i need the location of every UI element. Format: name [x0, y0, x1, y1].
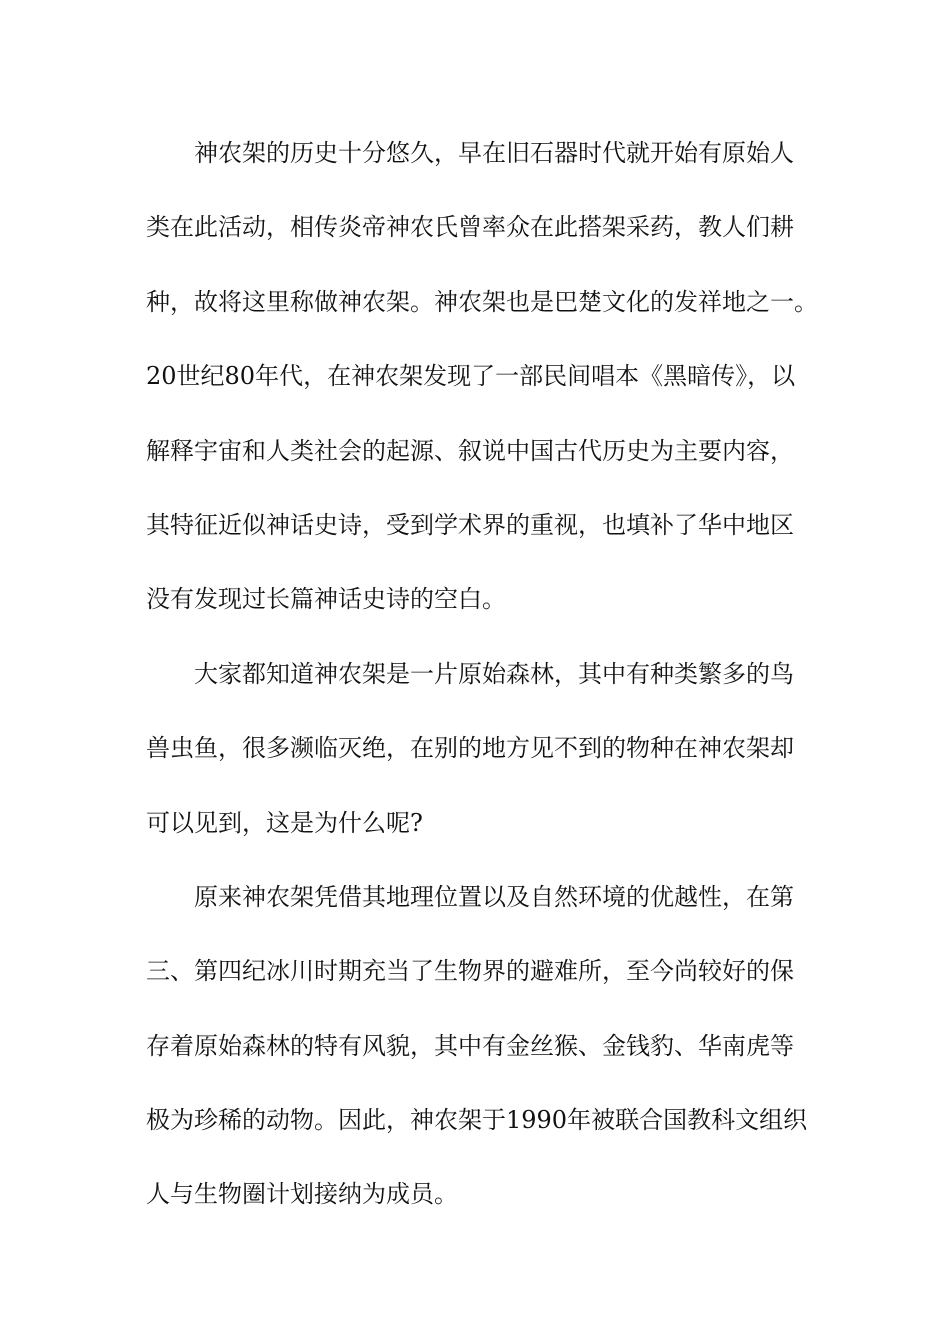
- paragraph-line: 解释宇宙和人类社会的起源、叙说中国古代历史为主要内容，: [146, 436, 794, 465]
- paragraph-line: 可以见到，这是为什么呢?: [146, 808, 423, 837]
- paragraph-history: [146, 128, 816, 649]
- paragraph-line: 原来神农架凭借其地理位置以及自然环境的优越性，在第: [194, 882, 794, 911]
- paragraph-line: 神农架的历史十分悠久，早在旧石器时代就开始有原始人: [194, 139, 794, 167]
- paragraph-line: 类在此活动，相传炎帝神农氏曾率众在此搭架采药，教人们耕: [146, 213, 794, 242]
- paragraph-line: 种，故将这里称做神农架。神农架也是巴楚文化的发祥地之一。: [146, 287, 818, 316]
- paragraph-line: 其特征近似神话史诗，受到学术界的重视，也填补了华中地区: [146, 510, 794, 539]
- paragraph-line: 兽虫鱼，很多濒临灭绝，在别的地方见不到的物种在神农架却: [146, 734, 794, 763]
- paragraph-line: 人与生物圈计划接纳为成员。: [146, 1180, 458, 1209]
- paragraph-line: 20世纪80年代，在神农架发现了一部民间唱本《黑暗传》，以: [146, 362, 796, 391]
- paragraph-refuge: [146, 872, 816, 1244]
- paragraph-line: 极为珍稀的动物。因此，神农架于1990年被联合国教科文组织: [146, 1106, 808, 1135]
- paragraph-forest: [146, 649, 816, 872]
- paragraph-line: 没有发现过长篇神话史诗的空白。: [146, 585, 506, 614]
- document-body: [146, 128, 816, 1244]
- paragraph-line: 大家都知道神农架是一片原始森林，其中有种类繁多的鸟: [194, 659, 794, 688]
- paragraph-line: 三、第四纪冰川时期充当了生物界的避难所，至今尚较好的保: [146, 957, 794, 986]
- paragraph-line: 存着原始森林的特有风貌，其中有金丝猴、金钱豹、华南虎等: [146, 1031, 794, 1060]
